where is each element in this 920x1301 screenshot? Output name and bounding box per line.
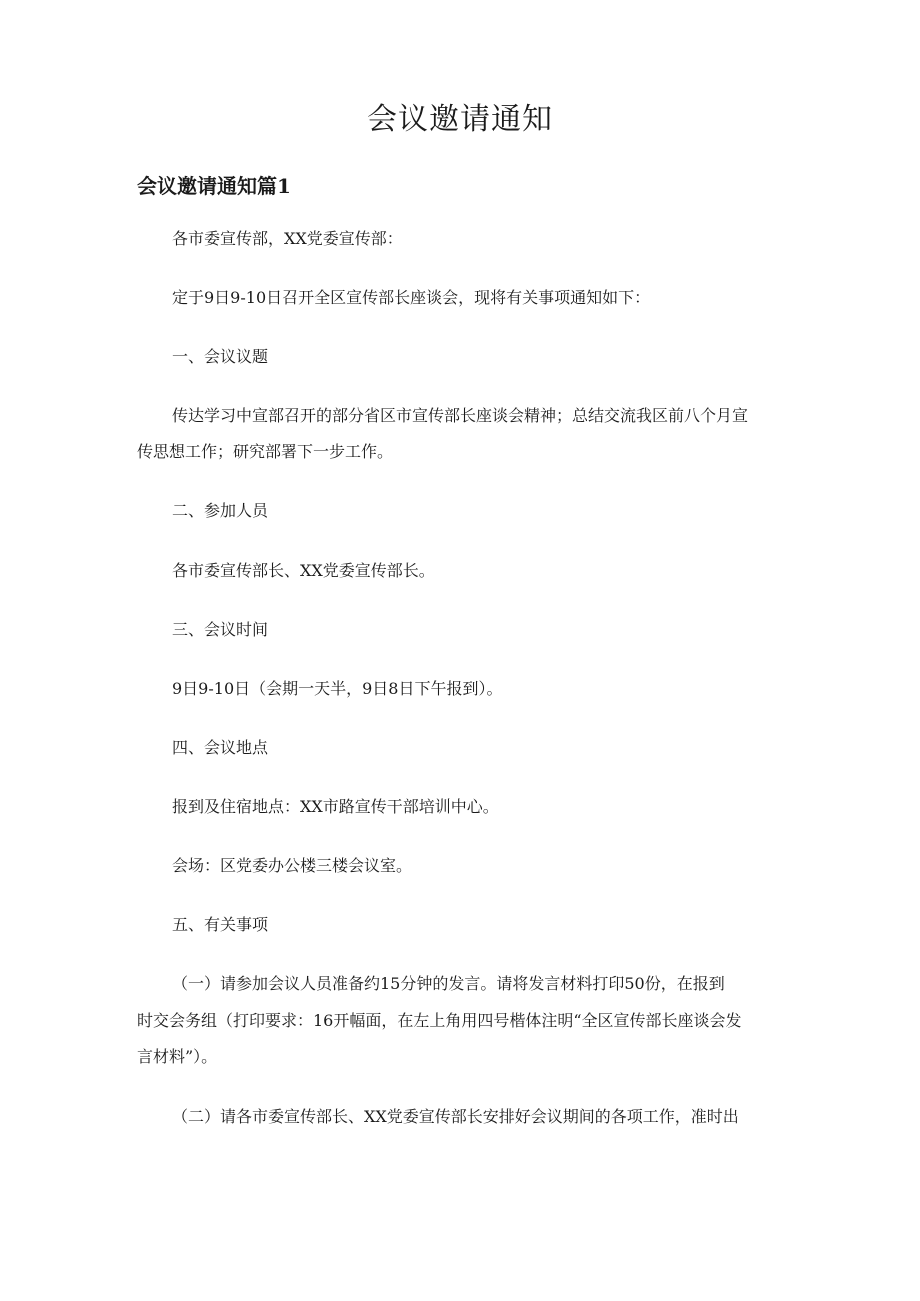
matter-1-line-3: 言材料”）。 bbox=[137, 1047, 218, 1066]
item-heading-topic: 一、会议议题 bbox=[172, 347, 269, 366]
intro-paragraph: 定于9日9-10日召开全区宣传部长座谈会，现将有关事项通知如下： bbox=[172, 288, 651, 307]
venue-paragraph: 会场：区党委办公楼三楼会议室。 bbox=[172, 856, 413, 875]
document-title: 会议邀请通知 bbox=[367, 102, 553, 137]
item-heading-attendees: 二、参加人员 bbox=[172, 501, 269, 520]
matter-2-line-1: （二）请各市委宣传部长、XX党委宣传部长安排好会议期间的各项工作，准时出 bbox=[172, 1107, 739, 1126]
item-heading-location: 四、会议地点 bbox=[172, 738, 269, 757]
attendees-paragraph: 各市委宣传部长、XX党委宣传部长。 bbox=[172, 561, 435, 580]
item-heading-matters: 五、有关事项 bbox=[172, 915, 269, 934]
lodging-paragraph: 报到及住宿地点：XX市路宣传干部培训中心。 bbox=[172, 797, 499, 816]
salutation: 各市委宣传部，XX党委宣传部： bbox=[172, 229, 403, 248]
time-paragraph: 9日9-10日（会期一天半，9日8日下午报到）。 bbox=[172, 679, 503, 698]
topic-paragraph-line-1: 传达学习中宣部召开的部分省区市宣传部长座谈会精神；总结交流我区前八个月宣 bbox=[172, 406, 749, 425]
topic-paragraph-line-2: 传思想工作；研究部署下一步工作。 bbox=[137, 442, 394, 461]
section-heading: 会议邀请通知篇1 bbox=[137, 174, 291, 198]
matter-1-line-1: （一）请参加会议人员准备约15分钟的发言。请将发言材料打印50份，在报到 bbox=[172, 974, 725, 993]
item-heading-time: 三、会议时间 bbox=[172, 620, 269, 639]
matter-1-line-2: 时交会务组（打印要求：16开幅面，在左上角用四号楷体注明“全区宣传部长座谈会发 bbox=[137, 1011, 742, 1030]
